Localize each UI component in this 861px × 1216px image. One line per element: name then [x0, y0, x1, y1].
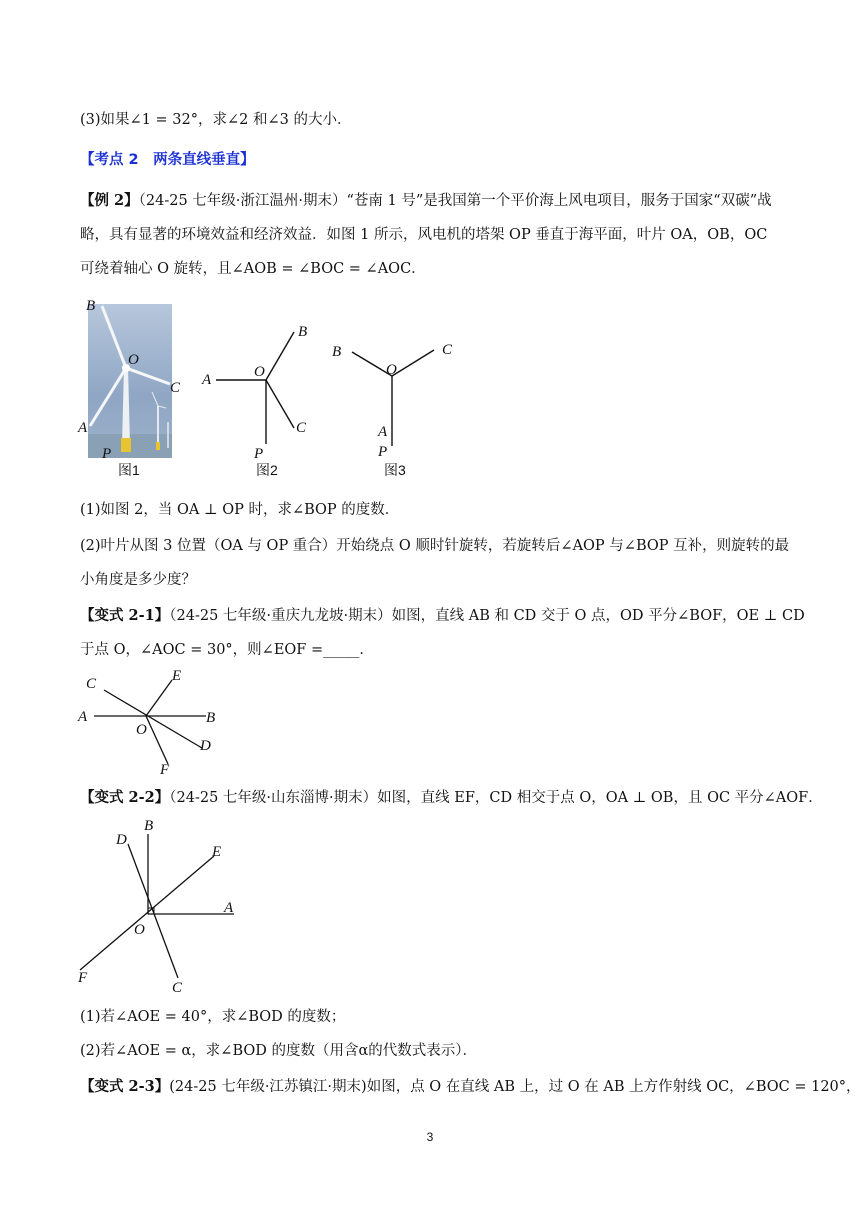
fig3-label-A: A — [378, 424, 388, 440]
example-2-line-1 — [80, 191, 780, 211]
example-2-q1: (1)如图 2，当 OA ⊥ OP 时，求∠BOP 的度数． — [80, 502, 400, 518]
question-3-line: (3)如果∠1 = 32°，求∠2 和∠3 的大小． — [80, 112, 352, 128]
variant-2-2-text-1: （24-25 七年级·山东淄博·期末）如图，直线 EF，CD 相交于点 O，OA ⊥ OB，且 OC 平分∠AOF． — [169, 790, 823, 806]
v22-label-A: A — [224, 900, 234, 916]
variant-2-1-tag: 【变式 2-1】 — [80, 607, 170, 624]
variant-2-1-text-1: （24-25 七年级·重庆九龙坡·期末）如图，直线 AB 和 CD 交于 O 点，OD 平分∠BOF，OE ⊥ CD — [169, 608, 805, 624]
fig2-label-P: P — [254, 446, 264, 462]
v21-label-B: B — [206, 710, 216, 726]
fig2-label-A: A — [202, 372, 212, 388]
fig1-label-C: C — [170, 380, 181, 396]
fig3-label-P: P — [378, 444, 388, 460]
v21-label-A: A — [78, 709, 88, 725]
fig3-label-B: B — [332, 344, 342, 360]
figure-1-photo — [78, 296, 181, 462]
figure-1-caption: 图1 — [118, 462, 140, 478]
variant-2-2-tag: 【变式 2-2】 — [80, 789, 170, 806]
figure-2-caption: 图2 — [256, 462, 278, 478]
figure-3-caption: 图3 — [384, 462, 406, 478]
variant-2-1-line-1 — [80, 606, 805, 626]
section-heading: 【考点 2 两条直线垂直】 — [80, 152, 255, 168]
v22-label-F: F — [78, 970, 88, 986]
fig2-label-B: B — [298, 324, 308, 340]
variant-2-1-diagram — [76, 666, 226, 776]
example-2-tag: 【例 2】 — [80, 192, 139, 209]
variant-2-1-line-2: 于点 O，∠AOC = 30°，则∠EOF =_____． — [80, 642, 374, 658]
variant-2-3-text-1: (24-25 七年级·江苏镇江·期末)如图，点 O 在直线 AB 上，过 O 在 AB 上方作射线 OC，∠BOC = 120°， — [169, 1079, 861, 1095]
v21-label-E: E — [172, 668, 182, 684]
v21-label-D: D — [200, 738, 211, 754]
v22-label-D: D — [116, 832, 127, 848]
variant-2-3-line-1 — [80, 1077, 861, 1097]
fig1-label-O: O — [128, 352, 139, 368]
variant-2-2-q2: (2)若∠AOE = α，求∠BOD 的度数（用含α的代数式表示）． — [80, 1043, 478, 1059]
v21-label-C: C — [86, 676, 97, 692]
v21-label-O: O — [136, 722, 147, 738]
fig2-label-C: C — [296, 420, 307, 436]
v22-label-O: O — [134, 922, 145, 938]
example-2-line-2: 略，具有显著的环境效益和经济效益．如图 1 所示，风电机的塔架 OP 垂直于海平面，叶片 OA，OB，OC — [80, 227, 768, 243]
example-2-q2-line-1: (2)叶片从图 3 位置（OA 与 OP 重合）开始绕点 O 顺时针旋转，若旋转后∠AOP 与∠BOP 互补，则旋转的最 — [80, 538, 790, 554]
page-number: 3 — [426, 1130, 434, 1144]
example-2-line-3: 可绕着轴心 O 旋转，且∠AOB = ∠BOC = ∠AOC． — [80, 261, 426, 277]
example-2-q2-line-2: 小角度是多少度？ — [80, 572, 196, 588]
variant-2-3-tag: 【变式 2-3】 — [80, 1078, 170, 1095]
fig1-label-P: P — [102, 446, 112, 462]
fig2-label-O: O — [254, 364, 265, 380]
variant-2-2-q1: (1)若∠AOE = 40°，求∠BOD 的度数； — [80, 1009, 346, 1025]
figure-2-diagram — [198, 318, 318, 462]
figure-3-diagram — [326, 334, 466, 462]
fig3-label-O: O — [386, 362, 397, 378]
v22-label-E: E — [212, 844, 222, 860]
fig1-label-A: A — [78, 420, 88, 436]
fig1-label-B: B — [86, 298, 96, 314]
variant-2-2-diagram — [74, 812, 254, 998]
v21-label-F: F — [160, 762, 170, 778]
variant-2-2-line-1 — [80, 788, 823, 808]
v22-label-C: C — [172, 980, 183, 996]
v22-label-B: B — [144, 818, 154, 834]
example-2-text-1: （24-25 七年级·浙江温州·期末）“苍南 1 号”是我国第一个平价海上风电项目，服务于国家“双碳”战 — [138, 193, 772, 209]
fig3-label-C: C — [442, 342, 453, 358]
